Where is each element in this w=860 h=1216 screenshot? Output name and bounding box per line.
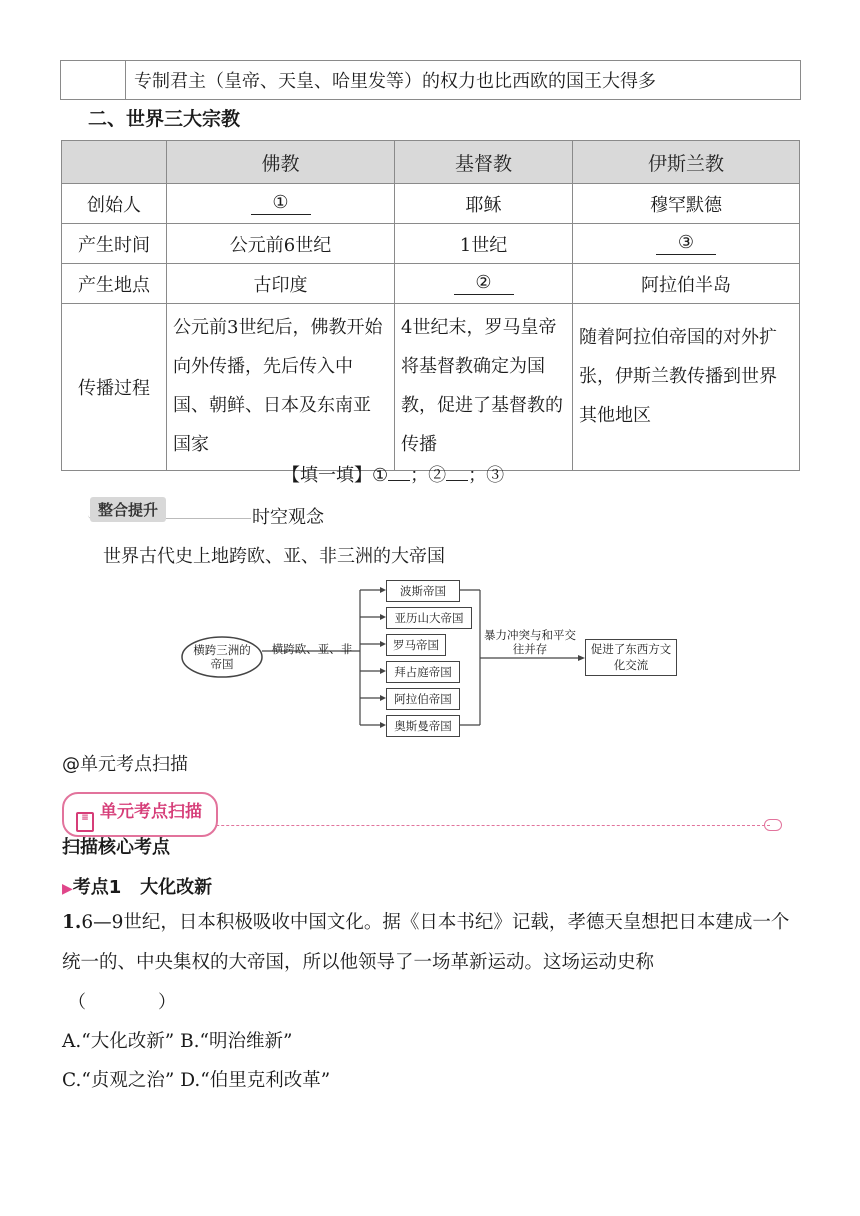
empire-box: 拜占庭帝国 <box>386 661 460 683</box>
integration-badge: 整合提升 <box>90 497 166 522</box>
unit-scan-at-label: @单元考点扫描 <box>62 754 188 775</box>
blank-2[interactable]: ② <box>454 272 514 295</box>
table-row <box>62 184 800 224</box>
point-heading <box>62 873 212 899</box>
option-a[interactable]: A.“大化改新” <box>62 1031 175 1052</box>
empire-diagram <box>180 575 680 740</box>
top-row-text: 专制君主（皇帝、天皇、哈里发等）的权力也比西欧的国王大得多 <box>126 61 801 100</box>
table-cell: 阿拉伯半岛 <box>573 264 800 304</box>
diagram-subtitle: 世界古代史上地跨欧、亚、非三洲的大帝国 <box>103 546 445 567</box>
table-cell: 穆罕默德 <box>573 184 800 224</box>
empire-box: 奥斯曼帝国 <box>386 715 460 737</box>
header-christianity: 基督教 <box>395 141 573 184</box>
empire-box: 阿拉伯帝国 <box>386 688 460 710</box>
document-icon: ≡ <box>76 812 94 832</box>
answer-bracket[interactable]: （ ） <box>68 992 176 1013</box>
empire-box: 波斯帝国 <box>386 580 460 602</box>
spread-christianity: 4世纪末，罗马皇帝将基督教确定为国教，促进了基督教的传播 <box>395 304 573 471</box>
question-text: 6—9世纪，日本积极吸收中国文化。据《日本书纪》记载，孝德天皇想把日本建成一个统一的、中央集权的大帝国，所以他领导了一场革新运动。这场运动史称 <box>62 912 790 973</box>
table-cell: 古印度 <box>167 264 395 304</box>
table-row <box>62 264 800 304</box>
row-label: 产生时间 <box>62 224 167 264</box>
diagram-center-label: 横跨三洲的帝国 <box>193 643 251 671</box>
question-number: 1. <box>62 912 82 933</box>
option-c[interactable]: C.“贞观之治” <box>62 1070 175 1091</box>
spread-buddhism: 公元前3世纪后，佛教开始向外传播，先后传入中国、朝鲜、日本及东南亚国家 <box>167 304 395 471</box>
banner-text: 单元考点扫描 <box>100 802 202 822</box>
header-buddhism: 佛教 <box>167 141 395 184</box>
empty-cell <box>61 61 126 100</box>
table-row <box>62 224 800 264</box>
header-corner <box>62 141 167 184</box>
fill-in-line <box>282 461 504 487</box>
option-b[interactable]: B.“明治维新” <box>180 1031 293 1052</box>
row-label: 产生地点 <box>62 264 167 304</box>
row-label: 创始人 <box>62 184 167 224</box>
fill-item-1: ① <box>372 465 389 486</box>
point-label: 考点1 <box>72 877 122 898</box>
fill-blank-1[interactable] <box>388 464 410 481</box>
separator: ； <box>468 465 487 486</box>
blank-3[interactable]: ③ <box>656 232 716 255</box>
fill-item-3: ③ <box>486 465 505 486</box>
table-cell: 公元前6世纪 <box>167 224 395 264</box>
unit-scan-banner <box>62 792 218 837</box>
table-cell: 1世纪 <box>395 224 573 264</box>
diagram-result-box: 促进了东西方文化交流 <box>585 639 677 676</box>
table-cell: 耶稣 <box>395 184 573 224</box>
table-row <box>62 304 800 471</box>
spread-islam: 随着阿拉伯帝国的对外扩张，伊斯兰教传播到世界其他地区 <box>573 304 800 471</box>
top-continuation-table <box>60 60 801 100</box>
point-name: 大化改新 <box>140 877 213 898</box>
triangle-marker-icon: ▶ <box>62 881 73 897</box>
diagram-relation-label: 暴力冲突与和平交往并存 <box>484 628 576 656</box>
fill-item-2: ② <box>428 465 447 486</box>
diagram-span-label: 横跨欧、亚、非 <box>271 642 353 656</box>
options-row-1 <box>62 1022 292 1062</box>
blank-1[interactable]: ① <box>251 192 311 215</box>
core-points-title: 扫描核心考点 <box>62 837 170 858</box>
empire-box: 罗马帝国 <box>386 634 446 656</box>
header-islam: 伊斯兰教 <box>573 141 800 184</box>
empire-box: 亚历山大帝国 <box>386 607 472 629</box>
rule-end-icon <box>764 819 782 831</box>
row-label: 传播过程 <box>62 304 167 471</box>
question-1 <box>62 903 802 983</box>
separator: ； <box>410 465 429 486</box>
religions-table <box>61 140 800 471</box>
table-cell <box>573 224 800 264</box>
options-row-2 <box>62 1061 330 1101</box>
table-cell <box>395 264 573 304</box>
table-header-row <box>62 141 800 184</box>
integration-label: 时空观念 <box>252 507 324 528</box>
table-cell <box>167 184 395 224</box>
fill-in-prefix: 【填一填】 <box>282 465 372 486</box>
fill-blank-2[interactable] <box>446 464 468 481</box>
option-d[interactable]: D.“伯里克利改革” <box>180 1070 331 1091</box>
section-title: 二、世界三大宗教 <box>88 108 241 130</box>
